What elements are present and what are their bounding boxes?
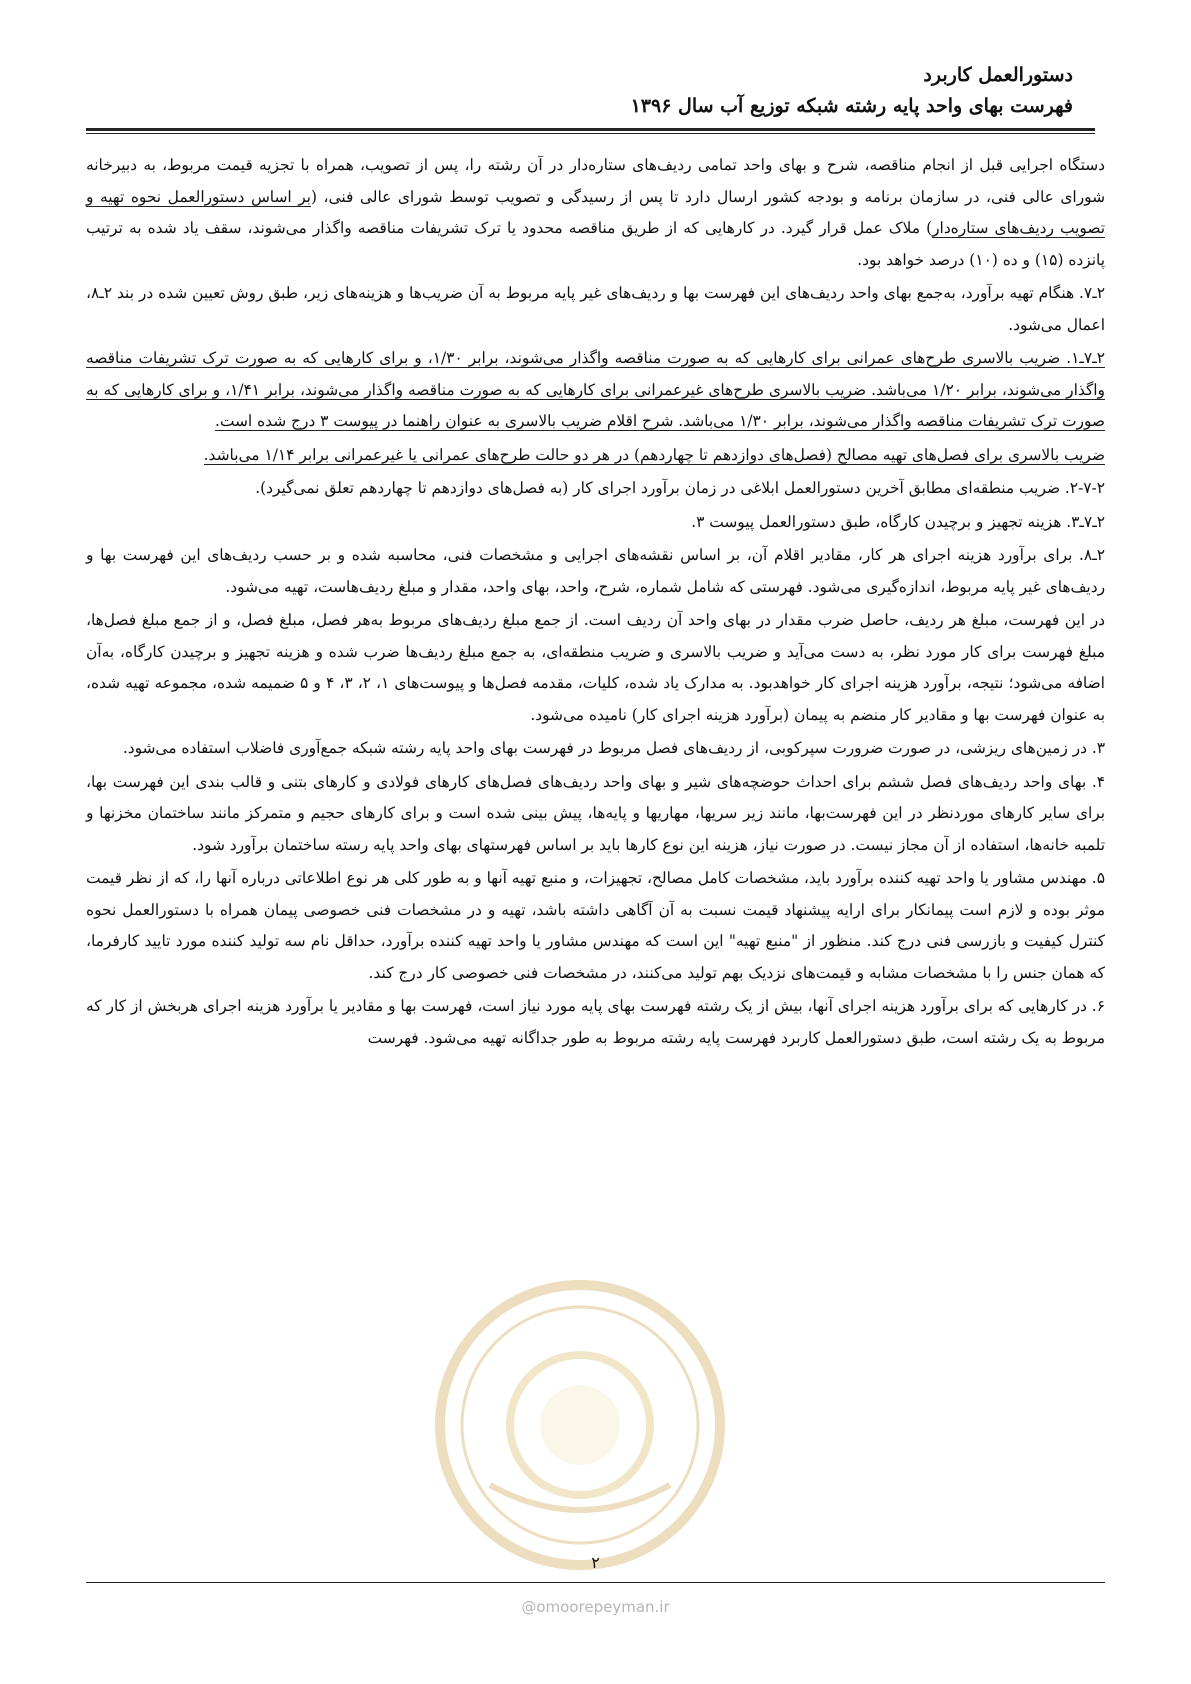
underlined-text: بر اساس دستورالعمل نحوه تهیه و تصویب ردیف‌های ستاره‌دار xyxy=(86,187,1105,237)
paragraph: ۲ـ۸. برای برآورد هزینه اجرای هر کار، مقادیر اقلام آن، بر اساس نقشه‌های اجرایی و مشخصات فنی، محاسبه شده و بر حسب ردیف‌های این فهرست بها و ردیف‌های غیر پایه مربوط، اندازه‌گیری می‌شود. فهرستی که شامل شماره، شرح، واحد، بهای واحد، مقدار و مبلغ ردیف‌هاست، تهیه می‌شود. xyxy=(86,546,1105,596)
header-subtitle: فهرست بهای واحد پایه رشته شبکه توزیع آب سال ۱۳۹۶ xyxy=(630,95,1073,117)
page-header xyxy=(118,60,1073,122)
watermark-seal-icon xyxy=(430,1275,730,1575)
paragraph-text: ) ملاک عمل قرار گیرد. در کارهایی که از طریق مناقصه محدود یا ترک تشریفات مناقصه واگذار می‌شوند، سقف یاد شده به ترتیب پانزده (۱۵) و ده (۱۰) درصد خواهد بود. xyxy=(86,219,1105,269)
paragraph: ۲ـ۷ـ۳. هزینه تجهیز و برچیدن کارگاه، طبق دستورالعمل پیوست ۳. xyxy=(691,512,1105,531)
paragraph xyxy=(86,343,1105,438)
page-number: ۲ xyxy=(591,1553,600,1572)
paragraph: ۴. بهای واحد ردیف‌های فصل ششم برای احداث حوضچه‌های شیر و بهای واحد ردیف‌های فصل‌های کارهای فولادی و کارهای بتنی و قالب بندی این فهرست بها، برای سایر کارهای موردنظر در این فهرست‌بها، مانند زیر سریها، مهاریها و پایه‌ها، پیش بینی شده است و برای کارهای حجیم و متمرکز مانند ساختمان مخزنها و تلمبه خانه‌ها، استفاده از آن مجاز نیست. در صورت نیاز، هزینه این نوع کارها باید بر اساس فهرستهای بهای واحد پایه رسته ساختمان برآورد شود. xyxy=(86,772,1105,854)
paragraph: ۲-۷-۲. ضریب منطقه‌ای مطابق آخرین دستورالعمل ابلاغی در زمان برآورد اجرای کار (به فصل‌های دوازدهم تا چهاردهم تعلق نمی‌گیرد). xyxy=(255,479,1105,497)
footer-rule xyxy=(86,1582,1105,1583)
header-title: دستورالعمل کاربرد xyxy=(923,64,1073,86)
watermark-text: @omoorepeyman.ir xyxy=(521,1598,670,1616)
header-rule-thin xyxy=(86,133,1095,134)
paragraph-text: دستگاه اجرایی قبل از انجام مناقصه، شرح و بهای واحد تمامی ردیف‌های ستاره‌دار در آن رشته را، پس از تصویب، همراه با تجزیه قیمت مربوط، به دبیرخانه شورای عالی فنی، در سازمان برنامه و بودجه کشور ارسال دارد تا پس از رسیدگی و تصویب توسط شورای عالی فنی، ( xyxy=(86,156,1105,206)
document-body xyxy=(86,150,1105,1056)
underlined-text: ضریب بالاسری برای فصل‌های تهیه مصالح (فصل‌های دوازدهم تا چهاردهم) در هر دو حالت طرح‌های عمرانی یا غیرعمرانی برابر ۱/۱۴ می‌باشد. xyxy=(203,445,1105,464)
header-rule-thick xyxy=(86,128,1095,131)
paragraph: در این فهرست، مبلغ هر ردیف، حاصل ضرب مقدار در بهای واحد آن ردیف است. از جمع مبلغ ردیف‌های مربوط به‌هر فصل، مبلغ فصل، و از جمع مبلغ فصل‌ها، مبلغ فهرست برای کار مورد نظر، به دست می‌آید و ضریب بالاسری و ضریب منطقه‌ای، به جمع مبلغ ردیف‌ها ضرب شده و هزینه تجهیز و برچیدن کارگاه، به‌آن اضافه می‌شود؛ نتیجه، برآورد هزینه اجرای کار خواهدبود. به مدارک یاد شده، کلیات، مقدمه فصل‌ها و پیوست‌های ۱، ۲، ۳، ۴ و ۵ ضمیمه شده، مجموعه تهیه شده، به عنوان فهرست بها و مقادیر کار منضم به پیمان (برآورد هزینه اجرای کار) نامیده می‌شود. xyxy=(86,611,1105,724)
paragraph: ۵. مهندس مشاور یا واحد تهیه کننده برآورد باید، مشخصات کامل مصالح، تجهیزات، و منبع تهیه آنها و به طور کلی هر نوع اطلاعاتی درباره آنها را، که از نظر قیمت موثر بوده و لازم است پیمانکار برای ارایه پیشنهاد قیمت نسبت به آن آگاهی داشته باشد، تهیه و در مشخصات فنی خصوصی پیمان همراه با دستورالعمل نحوه کنترل کیفیت و بازرسی فنی درج کند. منظور از "منبع تهیه" این است که مهندس مشاور یا واحد تهیه کننده برآورد، حداقل نام سه تولید کننده مورد تایید کارفرما، که همان جنس را با مشخصات مشابه و قیمت‌های نزدیک بهم تولید می‌کنند، در مشخصات فنی خصوصی کار درج کند. xyxy=(86,869,1105,982)
paragraph xyxy=(86,440,1105,472)
paragraph: ۶. در کارهایی که برای برآورد هزینه اجرای آنها، بیش از یک رشته فهرست بهای پایه مورد نیاز است، فهرست بها و مقادیر یا برآورد هزینه اجرای هربخش از کار که مربوط به یک رشته است، طبق دستورالعمل کاربرد فهرست پایه رشته مربوط به طور جداگانه تهیه می‌شود. فهرست xyxy=(86,997,1105,1047)
paragraph: ۲ـ۷. هنگام تهیه برآورد، به‌جمع بهای واحد ردیف‌های این فهرست بها و ردیف‌های غیر پایه مربوط به آن ضریب‌ها و هزینه‌های زیر، طبق روش تعیین شده در بند ۲ـ۸، اعمال می‌شود. xyxy=(86,284,1105,334)
underlined-text: ۲ـ۷ـ۱. ضریب بالاسری طرح‌های عمرانی برای کارهایی که به صورت مناقصه واگذار می‌شوند، برابر ۱/۳۰، و برای کارهایی که به صورت ترک تشریفات مناقصه واگذار می‌شوند، برابر ۱/۲۰ می‌باشد. ضریب بالاسری طرح‌های غیرعمرانی برای کارهایی که به صورت مناقصه واگذار می‌شوند، برابر ۱/۴۱، و برای کارهایی که به صورت ترک تشریفات مناقصه واگذار می‌شوند، برابر ۱/۳۰ می‌باشد. شرح اقلام ضریب بالاسری به عنوان راهنما در پیوست ۳ درج شده است. xyxy=(86,349,1105,430)
paragraph: ۳. در زمین‌های ریزشی، در صورت ضرورت سپرکوبی، از ردیف‌های فصل مربوط در فهرست بهای واحد پایه رشته شبکه جمع‌آوری فاضلاب استفاده می‌شود. xyxy=(122,739,1105,757)
paragraph xyxy=(86,150,1105,276)
